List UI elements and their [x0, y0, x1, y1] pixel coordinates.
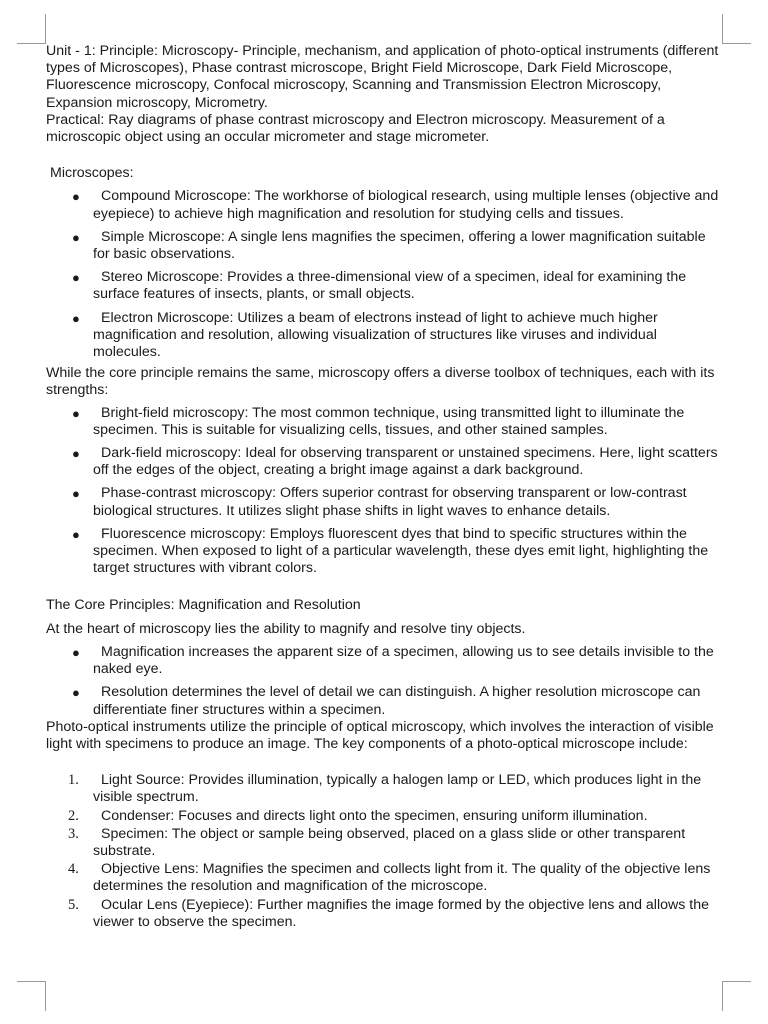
list-item — [46, 445, 726, 479]
list-item-number: 3. — [68, 825, 79, 842]
core-principles-intro: At the heart of microscopy lies the ability to magnify and resolve tiny objects. — [46, 620, 526, 637]
crop-mark-top-left-horizontal — [17, 43, 46, 44]
bullet-icon: ● — [72, 229, 80, 245]
unit-principle-paragraph: Unit - 1: Principle: Microscopy- Principle, mechanism, and application of photo-optical instruments (different types of Microscopes), Phase contrast microscope, Bright Field Microscope, Dark Field Microscope, Fluorescence microscopy, Confocal microscopy, Scanning and Transmission Electron Microscopy, Expansion microscopy, Micrometry. — [46, 43, 719, 111]
list-item — [46, 526, 726, 578]
crop-mark-top-left-vertical — [45, 14, 46, 44]
list-item-text: Bright-field microscopy: The most common technique, using transmitted light to illuminate the specimen. This is suitable for visualizing cells, tissues, and other stained samples. — [93, 404, 685, 438]
bullet-icon: ● — [72, 526, 80, 542]
list-item-text: Electron Microscope: Utilizes a beam of electrons instead of light to achieve much higher magnification and resolution, allowing visualization of structures like viruses and individual molecules. — [93, 309, 658, 361]
photo-optical-paragraph: Photo-optical instruments utilize the principle of optical microscopy, which involves the interaction of visible light with specimens to produce an image. The key components of a photo-optical microscope include: — [46, 718, 714, 752]
list-item-text: Resolution determines the level of detail we can distinguish. A higher resolution microscope can differentiate finer structures within a specimen. — [93, 684, 701, 718]
techniques-list — [46, 405, 726, 578]
list-item — [46, 310, 726, 362]
list-item-number: 2. — [68, 807, 79, 824]
list-item-text: Stereo Microscope: Provides a three-dimensional view of a specimen, ideal for examining the surface features of insects, plants, or small objects. — [93, 269, 687, 303]
bullet-icon: ● — [72, 644, 80, 660]
crop-mark-bottom-right-horizontal — [722, 981, 751, 982]
components-list — [46, 772, 726, 931]
list-item — [46, 269, 726, 303]
core-principles-heading: The Core Principles: Magnification and Resolution — [46, 597, 361, 614]
list-item — [46, 861, 726, 895]
list-item-text: Simple Microscope: A single lens magnifies the specimen, offering a lower magnification suitable for basic observations. — [93, 228, 706, 263]
list-item — [46, 229, 726, 263]
crop-mark-top-right-horizontal — [722, 43, 751, 44]
list-item-number: 4. — [68, 861, 79, 878]
bullet-icon: ● — [72, 446, 80, 462]
crop-mark-top-right-vertical — [722, 14, 723, 44]
list-item — [46, 188, 726, 222]
core-principles-list — [46, 644, 726, 719]
list-item-text: Ocular Lens (Eyepiece): Further magnifies the image formed by the objective lens and allows the viewer to observe the specimen. — [93, 896, 710, 930]
list-item — [46, 684, 726, 718]
list-item-text: Condenser: Focuses and directs light onto the specimen, ensuring uniform illumination. — [101, 807, 648, 824]
bullet-icon: ● — [72, 270, 80, 286]
list-item-text: Specimen: The object or sample being observed, placed on a glass slide or other transparent substrate. — [93, 825, 686, 859]
list-item-number: 1. — [68, 772, 79, 789]
list-item-text: Dark-field microscopy: Ideal for observing transparent or unstained specimens. Here, light scatters off the edges of the object, creating a bright image against a dark background. — [93, 445, 718, 479]
crop-mark-bottom-left-horizontal — [17, 981, 46, 982]
microscopes-heading: Microscopes: — [50, 165, 134, 182]
list-item-text: Magnification increases the apparent size of a specimen, allowing us to see details invisible to the naked eye. — [93, 643, 714, 678]
list-item — [46, 485, 726, 519]
practical-paragraph: Practical: Ray diagrams of phase contrast microscopy and Electron microscopy. Measurement of a microscopic object using an occular micrometer and stage micrometer. — [46, 111, 665, 146]
list-item — [46, 826, 726, 860]
document-page — [46, 43, 726, 931]
list-item-text: Objective Lens: Magnifies the specimen and collects light from it. The quality of the objective lens determines the resolution and magnification of the microscope. — [93, 861, 711, 895]
list-item — [46, 808, 726, 825]
bullet-icon: ● — [72, 189, 80, 205]
list-item-text: Light Source: Provides illumination, typically a halogen lamp or LED, which produces light in the visible spectrum. — [93, 772, 702, 806]
list-item — [46, 897, 726, 931]
list-item-number: 5. — [68, 896, 79, 913]
list-item — [46, 405, 726, 439]
crop-mark-bottom-left-vertical — [45, 981, 46, 1011]
list-item — [46, 772, 726, 806]
bullet-icon: ● — [72, 685, 80, 701]
bullet-icon: ● — [72, 405, 80, 421]
techniques-intro: While the core principle remains the same, microscopy offers a diverse toolbox of techniques, each with its strengths: — [46, 365, 715, 399]
list-item-text: Phase-contrast microscopy: Offers superior contrast for observing transparent or low-contrast biological structures. It utilizes slight phase shifts in light waves to enhance details. — [93, 485, 687, 519]
crop-mark-bottom-right-vertical — [722, 981, 723, 1011]
list-item — [46, 644, 726, 678]
list-item-text: Compound Microscope: The workhorse of biological research, using multiple lenses (objective and eyepiece) to achieve high magnification and resolution for studying cells and tissues. — [93, 188, 719, 222]
bullet-icon: ● — [72, 310, 80, 326]
microscopes-list — [46, 188, 726, 361]
bullet-icon: ● — [72, 486, 80, 502]
list-item-text: Fluorescence microscopy: Employs fluorescent dyes that bind to specific structures within the specimen. When exposed to light of a particular wavelength, these dyes emit light, highlighting the target structures with vibrant colors. — [93, 525, 709, 577]
